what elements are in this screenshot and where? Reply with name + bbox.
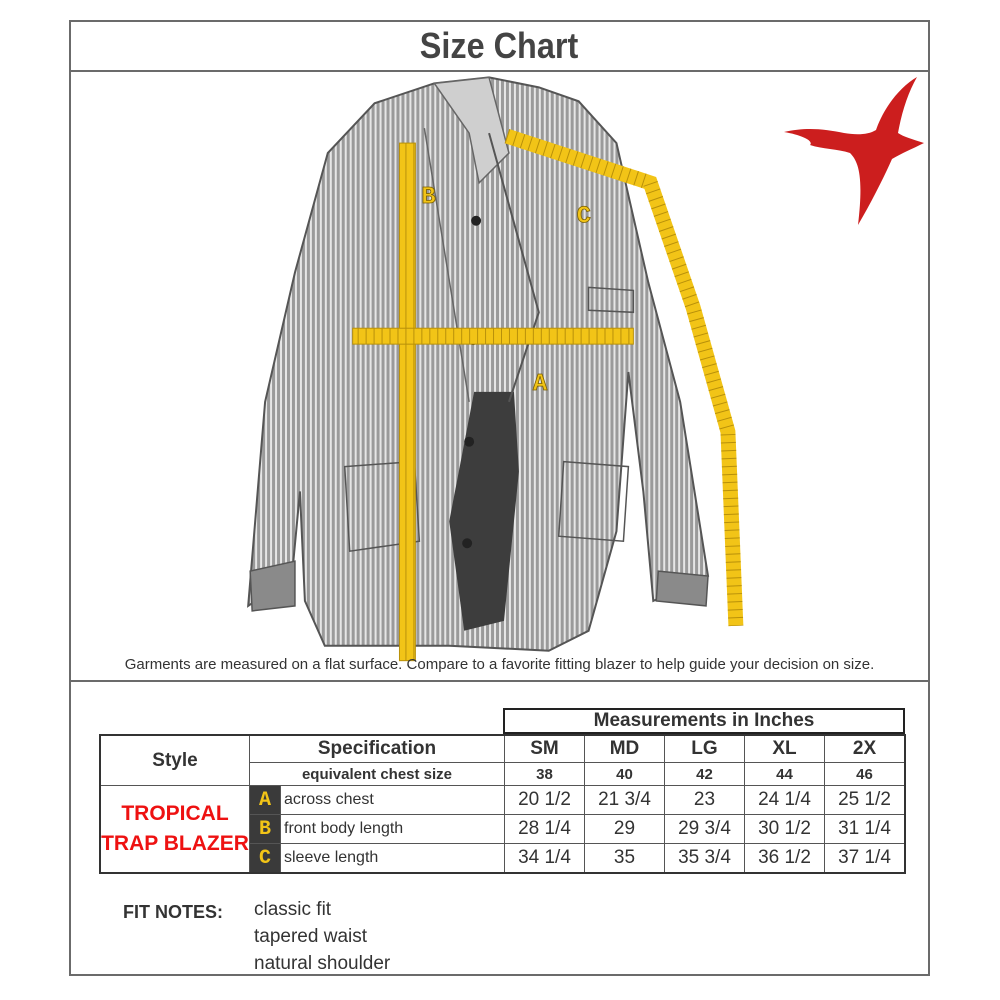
product-name-line2: TRAP BLAZER xyxy=(101,832,249,855)
cell-value: 30 1/2 xyxy=(745,815,825,844)
marker-a: A xyxy=(532,370,548,398)
size-header-xl: XL xyxy=(745,735,825,763)
list-item: classic fit xyxy=(254,899,332,920)
cell-value: 28 1/4 xyxy=(505,815,585,844)
list-item: natural shoulder xyxy=(254,953,391,974)
row-letter-b: B xyxy=(250,815,281,844)
size-table xyxy=(99,734,906,874)
tape-a-across-chest xyxy=(353,328,634,344)
marker-b: B xyxy=(421,183,436,211)
cell-value: 21 3/4 xyxy=(585,786,665,815)
size-chart-frame xyxy=(69,20,930,976)
cell-value: 25 1/2 xyxy=(825,786,906,815)
row-letter-c: C xyxy=(250,844,281,874)
product-name xyxy=(100,786,250,874)
chest-size-lg: 42 xyxy=(665,763,745,786)
specification-header: Specification xyxy=(250,735,505,763)
size-header-lg: LG xyxy=(665,735,745,763)
equivalent-chest-label: equivalent chest size xyxy=(250,763,505,786)
fit-notes-list xyxy=(254,896,390,977)
tape-b-front-length xyxy=(399,143,415,661)
chest-size-xl: 44 xyxy=(745,763,825,786)
swallow-logo xyxy=(784,75,924,230)
row-letter-a: A xyxy=(250,786,281,815)
cell-value: 36 1/2 xyxy=(745,844,825,874)
row-label-front-body-length: front body length xyxy=(281,815,505,844)
size-header-md: MD xyxy=(585,735,665,763)
cell-value: 23 xyxy=(665,786,745,815)
cell-value: 29 xyxy=(585,815,665,844)
cell-value: 35 xyxy=(585,844,665,874)
size-header-sm: SM xyxy=(505,735,585,763)
size-header-2x: 2X xyxy=(825,735,906,763)
cell-value: 34 1/4 xyxy=(505,844,585,874)
chest-size-sm: 38 xyxy=(505,763,585,786)
fit-notes-label: FIT NOTES: xyxy=(123,902,223,922)
page-title: Size Chart xyxy=(420,25,579,66)
product-name-line1: TROPICAL xyxy=(121,802,229,825)
jacket-illustration xyxy=(248,77,708,650)
table-row xyxy=(100,786,905,815)
row-label-across-chest: across chest xyxy=(281,786,505,815)
section-divider xyxy=(71,680,928,682)
chest-size-2x: 46 xyxy=(825,763,906,786)
cell-value: 37 1/4 xyxy=(825,844,906,874)
row-label-sleeve-length: sleeve length xyxy=(281,844,505,874)
list-item: tapered waist xyxy=(254,926,368,947)
cell-value: 35 3/4 xyxy=(665,844,745,874)
measurements-header: Measurements in Inches xyxy=(503,708,905,734)
title-bar xyxy=(71,22,928,72)
cell-value: 24 1/4 xyxy=(745,786,825,815)
measurement-caption: Garments are measured on a flat surface. Compare to a favorite fitting blazer to help guide your decision on size. xyxy=(124,656,875,673)
cell-value: 29 3/4 xyxy=(665,815,745,844)
chest-size-md: 40 xyxy=(585,763,665,786)
cell-value: 20 1/2 xyxy=(505,786,585,815)
style-header: Style xyxy=(100,735,250,786)
cell-value: 31 1/4 xyxy=(825,815,906,844)
marker-c: C xyxy=(576,203,591,231)
